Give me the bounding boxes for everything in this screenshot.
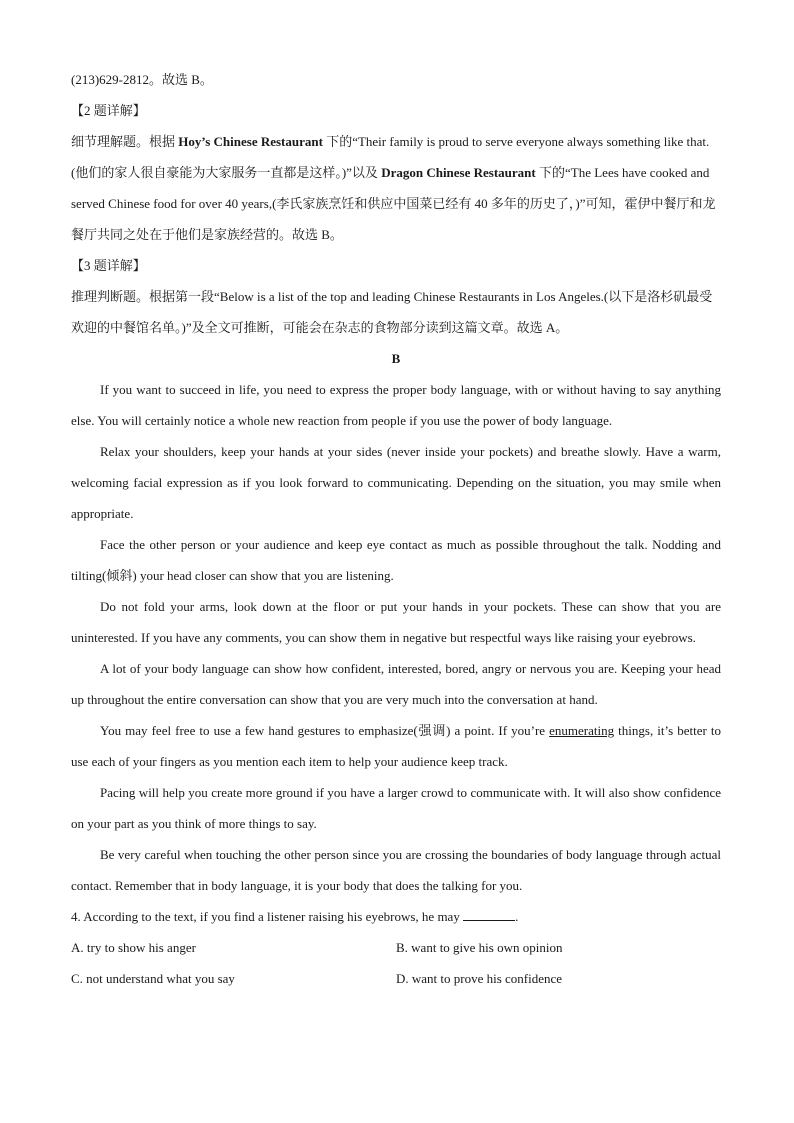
- option-b[interactable]: B. want to give his own opinion: [396, 940, 563, 955]
- paragraph: You may feel free to use a few hand gestures to emphasize(强调) a point. If you’re enumerating things, it’s better to use each of your fingers as you mention each item to help your audience keep track.: [71, 723, 721, 769]
- options-row: [71, 932, 721, 963]
- underlined-word: enumerating: [549, 723, 615, 738]
- paragraph: Be very careful when touching the other person since you are crossing the boundaries of body language through actual contact. Remember that in body language, it is your body that does the talking for you.: [71, 847, 721, 893]
- paragraph: Pacing will help you create more ground if you have a larger crowd to communicate with. It will also show confidence on your part as you think of more things to say.: [71, 785, 721, 831]
- q2-heading: 【2 题详解】: [71, 103, 146, 118]
- paragraph: Face the other person or your audience and keep eye contact as much as possible throughout the talk. Nodding and tilting(倾斜) your head closer can show that you are listening.: [71, 537, 721, 583]
- answer-blank: [463, 908, 515, 921]
- paragraph: If you want to succeed in life, you need to express the proper body language, with or without having to say anything else. You will certainly notice a whole new reaction from people if you use the power of body language.: [71, 382, 721, 428]
- paragraph: A lot of your body language can show how confident, interested, bored, angry or nervous you are. Keeping your head up throughout the entire conversation can show that you are very much into the conversation at hand.: [71, 661, 721, 707]
- q3-heading: 【3 题详解】: [71, 258, 146, 273]
- document-page: [71, 64, 721, 994]
- paragraph: Relax your shoulders, keep your hands at your sides (never inside your pockets) and breathe slowly. Have a warm, welcoming facial expression as if you look forward to communicating. Depending on the situation, you may smile when appropriate.: [71, 444, 721, 521]
- answer-line: (213)629-2812。故选 B。: [71, 72, 213, 87]
- q2-explanation: 细节理解题。根据 Hoy’s Chinese Restaurant 下的“Their family is proud to serve everyone always something like that.(他们的家人很自豪能为大家服务一直都是这样。)”以及 Dragon Chinese Restaurant 下的“The Lees have cooked and served Chinese food for over 40 years,(李氏家族烹饪和供应中国菜已经有 40 多年的历史了，)”可知，霍伊中餐厅和龙餐厅共同之处在于他们是家族经营的。故选 B。: [71, 134, 716, 242]
- option-c[interactable]: C. not understand what you say: [71, 971, 235, 986]
- question-4-stem: 4. According to the text, if you find a listener raising his eyebrows, he may .: [71, 909, 519, 924]
- q3-explanation: 推理判断题。根据第一段“Below is a list of the top and leading Chinese Restaurants in Los Angeles.(以下是洛杉矶最受欢迎的中餐馆名单。)”及全文可推断，可能会在杂志的食物部分读到这篇文章。故选 A。: [71, 289, 713, 335]
- option-d[interactable]: D. want to prove his confidence: [396, 971, 563, 986]
- section-title: B: [391, 351, 401, 366]
- paragraph: Do not fold your arms, look down at the floor or put your hands in your pockets. These can show that you are uninterested. If you have any comments, you can show them in negative but respectful ways like raising your eyebrows.: [71, 599, 721, 645]
- option-a[interactable]: A. try to show his anger: [71, 940, 196, 955]
- options-row: [71, 963, 721, 994]
